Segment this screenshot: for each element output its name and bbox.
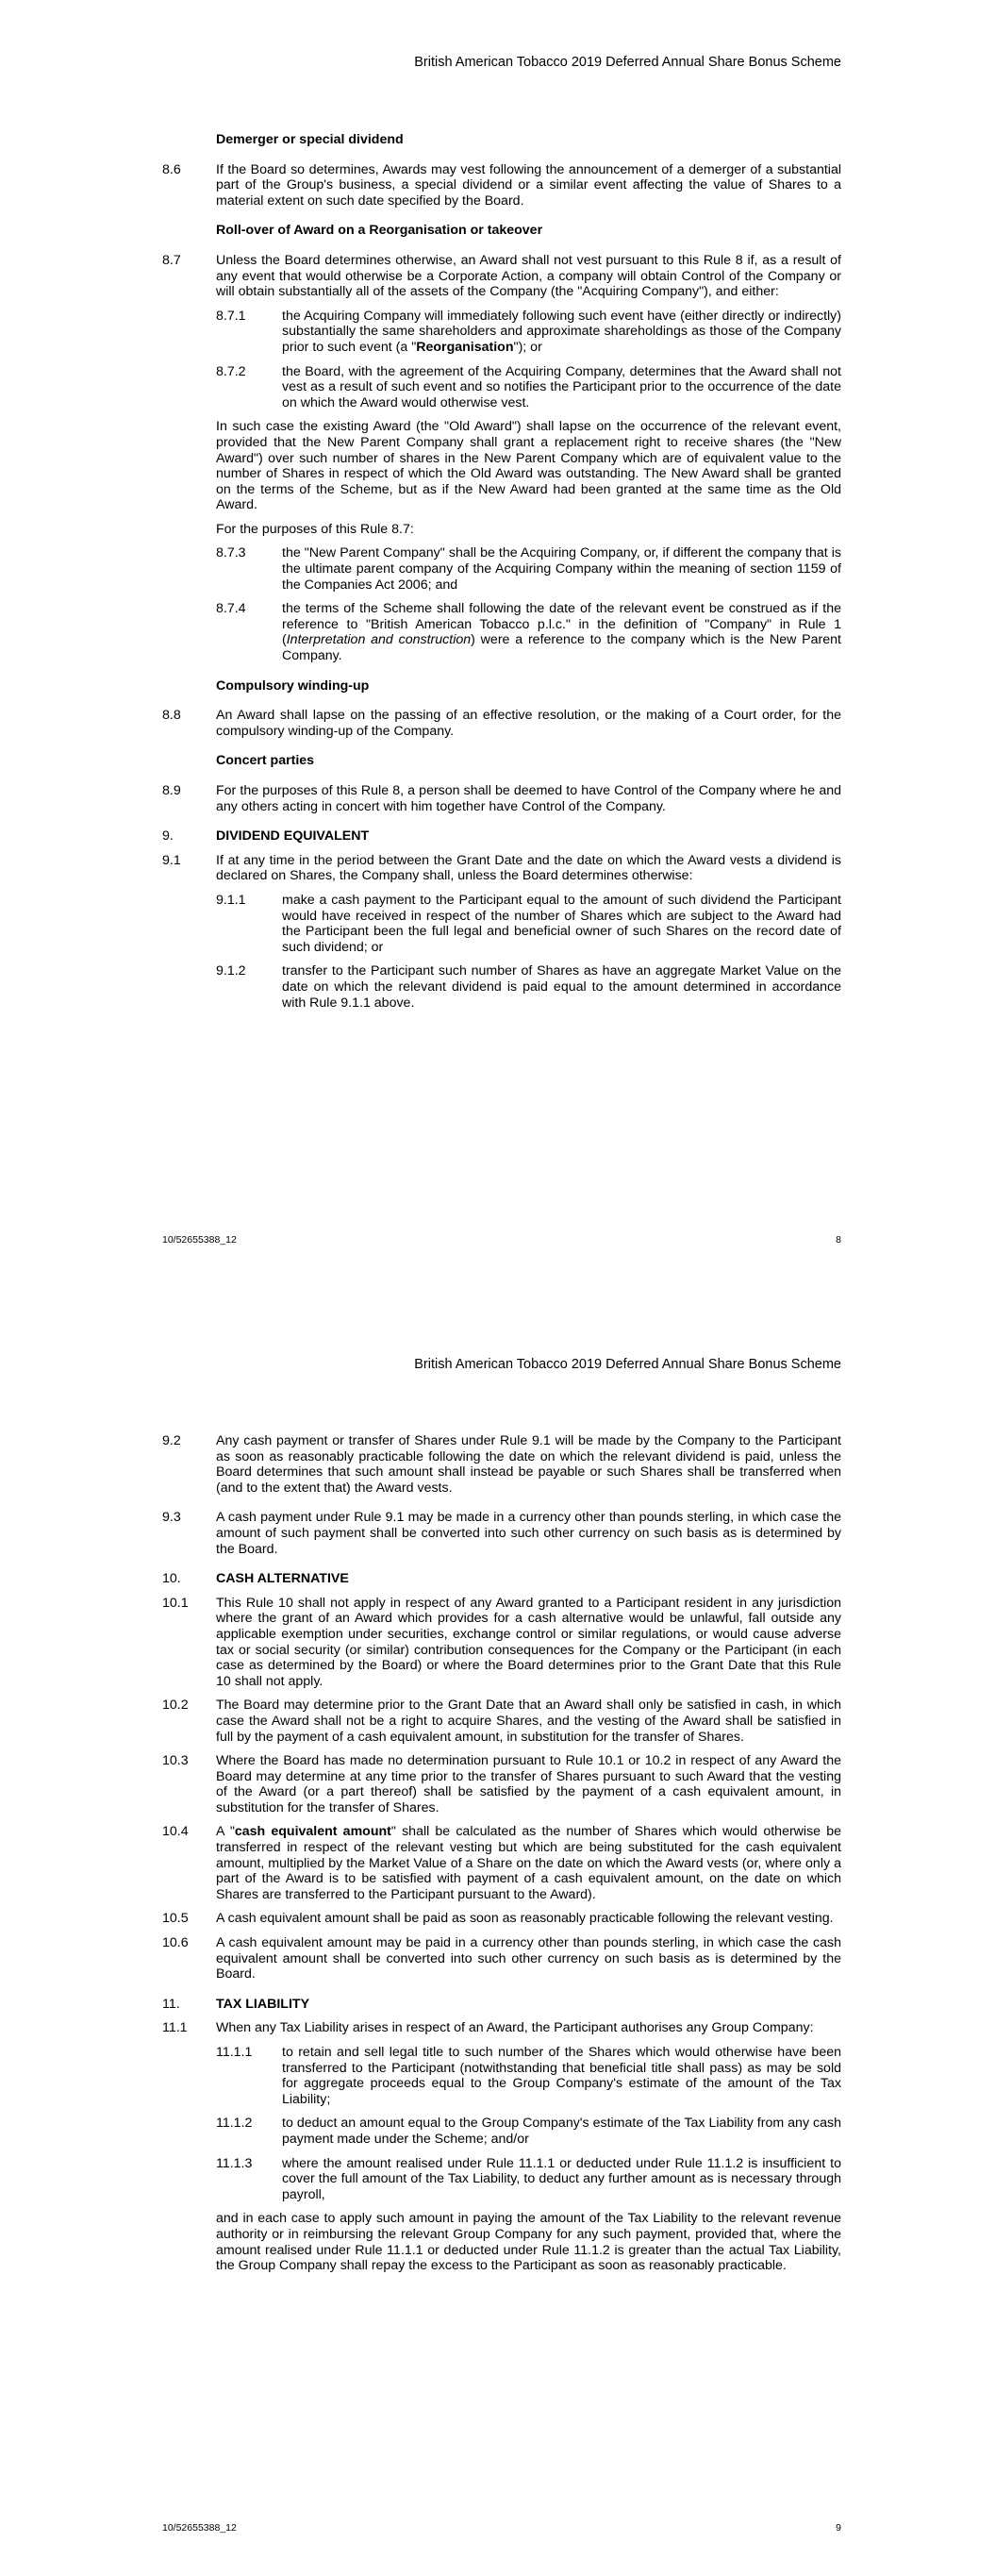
subclause-number: 11.1.2 <box>216 2116 253 2132</box>
subclause-text: where the amount realised under Rule 11.1.1 or deducted under Rule 11.1.2 is insufficient to cover the full amount of the Tax Liability, to deduct any further amount as is necessary through payroll, <box>282 2155 841 2202</box>
subclause-number: 8.7.2 <box>216 363 246 379</box>
subclause-number: 8.7.4 <box>216 601 246 617</box>
clause-text: Where the Board has made no determination pursuant to Rule 10.1 or 10.2 in respect of any Award the Board may determine at any time prior to the transfer of Shares pursuant to such Award that the vesting of the Award (or a part thereof) shall be satisfied by the payment of a cash equivalent amount, in substitution for the transfer of Shares. <box>216 1753 841 1815</box>
subclause <box>216 2116 841 2147</box>
page-number: 8 <box>836 1234 841 1246</box>
clause <box>162 1433 841 1496</box>
clause-number: 10.4 <box>162 1824 189 1840</box>
subclause <box>216 2156 841 2203</box>
clause-number: 8.8 <box>162 708 181 724</box>
clause <box>162 162 841 209</box>
clause-number: 11.1 <box>162 2020 188 2036</box>
subclause-number: 8.7.1 <box>216 308 246 324</box>
subclause-text: the Board, with the agreement of the Acquiring Company, determines that the Award shall not vest as a result of such event and so notifies the Participant prior to the occurrence of the date on which the Award would otherwise vest. <box>282 363 841 410</box>
subclause <box>216 893 841 955</box>
subclause <box>216 601 841 663</box>
page-header: British American Tobacco 2019 Deferred Annual Share Bonus Scheme <box>414 55 841 70</box>
clause-text: When any Tax Liability arises in respect of an Award, the Participant authorises any Group Company: <box>216 2020 814 2036</box>
clause-text: Unless the Board determines otherwise, an Award shall not vest pursuant to this Rule 8 if, as a result of any event that would otherwise be a Corporate Action, a company will obtain Control of the Company or will obtain substantially all of the assets of the Company (the "Acquiring Company"), and either: <box>216 252 841 300</box>
clause-text: A cash equivalent amount shall be paid as soon as reasonably practicable following the relevant vesting. <box>216 1911 834 1927</box>
clause-number: 10.5 <box>162 1911 189 1927</box>
paragraph-text: and in each case to apply such amount in paying the amount of the Tax Liability to the relevant revenue authority or in reimbursing the relevant Group Company for any such payment, provided that, where the amount realised under Rule 11.1.1 or deducted under Rule 11.1.2 is greater than the actual Tax Liability, the Group Company shall repay the excess to the Participant as soon as reasonably practicable. <box>216 2211 841 2274</box>
clause <box>162 1824 841 1902</box>
section-title: TAX LIABILITY <box>216 1996 310 2012</box>
text-run: ) were a reference to the company which is the New Parent Company. <box>282 632 841 664</box>
subclause <box>216 309 841 356</box>
section-heading <box>162 1997 841 2013</box>
text-run: the terms of the Scheme shall following the date of the relevant event be construed as if the reference to "British American Tobacco p.l.c." in the definition of "Company" in Rule 1 ( <box>282 601 841 648</box>
clause <box>162 783 841 814</box>
clause-number: 10.6 <box>162 1935 189 1951</box>
clause-text <box>216 1824 841 1902</box>
clause-text: For the purposes of this Rule 8, a person shall be deemed to have Control of the Company where he and any others acting in concert with him together have Control of the Company. <box>216 783 841 814</box>
subclause-number: 11.1.3 <box>216 2155 253 2171</box>
clause-text: A cash equivalent amount may be paid in a currency other than pounds sterling, in which case the cash equivalent amount shall be converted into such other currency on such basis as is determined by the Board. <box>216 1935 841 1982</box>
clause <box>162 1753 841 1815</box>
clause <box>162 1596 841 1690</box>
clause-number: 8.6 <box>162 161 181 177</box>
section-heading <box>162 1571 841 1587</box>
document-reference: 10/52655388_12 <box>162 2522 237 2534</box>
section-number: 11. <box>162 1996 180 2012</box>
section-subheading: Concert parties <box>216 753 315 769</box>
clause-number: 10.2 <box>162 1698 189 1714</box>
document-reference: 10/52655388_12 <box>162 1234 237 1246</box>
clause-number: 9.1 <box>162 852 181 868</box>
clause-number: 9.2 <box>162 1433 181 1448</box>
clause-text: Any cash payment or transfer of Shares under Rule 9.1 will be made by the Company to the Participant as soon as reasonably practicable following the date on which the relevant dividend is paid, unless the Board determines that such amount shall instead be payable or such Shares shall be transferred when (and to the extent that) the Award vests. <box>216 1433 841 1496</box>
subclause-text: transfer to the Participant such number of Shares as have an aggregate Market Value on the date on which the relevant dividend is paid equal to the amount determined in accordance with Rule 9.1.1 above. <box>282 963 841 1011</box>
subclause-number: 11.1.1 <box>216 2045 253 2060</box>
text-run: " shall be calculated as the number of Shares which would otherwise be transferred in respect of the relevant vesting but which are being substituted for the cash equivalent amount, multiplied by the Market Value of a Share on the date on which the Award vests (or, where only a part of the Award is to be satisfied with payment of a cash equivalent amount, on the date on which Shares are transferred to the Participant pursuant to the Award). <box>216 1824 841 1902</box>
clause-text: An Award shall lapse on the passing of an effective resolution, or the making of a Court order, for the compulsory winding-up of the Company. <box>216 708 841 739</box>
clause-number: 10.1 <box>162 1595 189 1611</box>
section-number: 9. <box>162 828 174 845</box>
subclause <box>216 545 841 593</box>
clause-number: 8.7 <box>162 252 181 268</box>
subclause-text: the "New Parent Company" shall be the Acquiring Company, or, if different the company that is the ultimate parent company of the Acquiring Company within the meaning of section 1159 of the Companies Act 2006; and <box>282 545 841 593</box>
section-title: DIVIDEND EQUIVALENT <box>216 828 370 845</box>
clause-text: This Rule 10 shall not apply in respect of any Award granted to a Participant resident in any jurisdiction where the grant of an Award which provides for a cash alternative would be unlawful, fall outside any applicable exemption under securities, exchange control or similar regulations, or would cause adverse tax or social security (or similar) contribution consequences for the Company or the Participant (in each case as determined by the Board) or where the Board determines prior to the Grant Date that this Rule 10 shall not apply. <box>216 1595 841 1689</box>
page-body <box>162 132 841 1019</box>
clause <box>162 1935 841 1982</box>
page-number: 9 <box>836 2522 841 2534</box>
text-run: the Acquiring Company will immediately following such event have (either directly or indirectly) substantially the same shareholders and approximate shareholdings as those of the Company prior to such event (a " <box>282 308 841 355</box>
clause <box>162 253 841 300</box>
clause-number: 10.3 <box>162 1753 189 1769</box>
clause <box>162 708 841 739</box>
section-number: 10. <box>162 1571 181 1587</box>
subclause-text: to retain and sell legal title to such number of the Shares which would otherwise have been transferred to the Participant (notwithstanding that beneficial title shall pass) as may be sold for aggregate proceeds equal to the Group Company's estimate of the amount of the Tax Liability; <box>282 2045 841 2107</box>
section-subheading: Roll-over of Award on a Reorganisation or takeover <box>216 223 543 239</box>
page-header: British American Tobacco 2019 Deferred Annual Share Bonus Scheme <box>414 1357 841 1372</box>
clause-text: If the Board so determines, Awards may vest following the announcement of a demerger of a substantial part of the Group's business, a special dividend or a similar event affecting the value of Shares to a material extent on such date specified by the Board. <box>216 161 841 209</box>
clause-text: The Board may determine prior to the Grant Date that an Award shall only be satisfied in cash, in which case the Award shall not be a right to acquire Shares, and the vesting of the Award shall be satisfied in full by the payment of a cash equivalent amount, in substitution for the transfer of Shares. <box>216 1698 841 1745</box>
section-subheading: Demerger or special dividend <box>216 132 404 147</box>
defined-term: cash equivalent amount <box>234 1824 391 1840</box>
section-title: CASH ALTERNATIVE <box>216 1571 349 1587</box>
document-page-9 <box>0 1288 995 2576</box>
paragraph-text: In such case the existing Award (the "Old Award") shall lapse on the occurrence of the relevant event, provided that the New Parent Company shall grant a replacement right to receive shares (the "New Award") over such number of shares in the New Parent Company which are of equivalent value to the number of Shares in respect of which the Old Award was outstanding. The New Award shall be granted on the terms of the Scheme, but as if the New Award had been granted at the same time as the Old Award. <box>216 419 841 513</box>
paragraph-text: For the purposes of this Rule 8.7: <box>216 521 414 537</box>
subclause-number: 8.7.3 <box>216 545 246 561</box>
page-body <box>162 1433 841 2283</box>
section-subheading: Compulsory winding-up <box>216 677 370 694</box>
subclause <box>216 963 841 1011</box>
subclause-text: to deduct an amount equal to the Group Company's estimate of the Tax Liability from any cash payment made under the Scheme; and/or <box>282 2116 841 2147</box>
subclause-text: make a cash payment to the Participant equal to the amount of such dividend the Participant would have received in respect of the number of Shares which are subject to the Award had the Participant been the full legal and beneficial owner of such Shares on the record date of such dividend; or <box>282 892 841 955</box>
clause-number: 9.3 <box>162 1510 181 1526</box>
clause <box>162 1911 841 1927</box>
clause-text: A cash payment under Rule 9.1 may be made in a currency other than pounds sterling, in which case the amount of such payment shall be converted into such other currency on such basis as is determined by the Board. <box>216 1510 841 1557</box>
subclause-number: 9.1.1 <box>216 892 246 908</box>
subclause <box>216 364 841 411</box>
clause <box>162 1698 841 1745</box>
section-heading <box>162 828 841 845</box>
clause-number: 8.9 <box>162 783 181 798</box>
subclause-number: 9.1.2 <box>216 963 246 979</box>
clause <box>162 2020 841 2036</box>
subclause-text <box>282 601 841 663</box>
clause <box>162 853 841 884</box>
clause <box>162 1510 841 1557</box>
text-run: A " <box>216 1824 235 1840</box>
subclause-text <box>282 309 841 356</box>
text-run: "); or <box>513 339 542 355</box>
cross-reference-title: Interpretation and construction <box>286 632 472 648</box>
clause-text: If at any time in the period between the Grant Date and the date on which the Award vests a dividend is declared on Shares, the Company shall, unless the Board determines otherwise: <box>216 852 841 884</box>
subclause <box>216 2045 841 2107</box>
defined-term: Reorganisation <box>416 339 514 355</box>
